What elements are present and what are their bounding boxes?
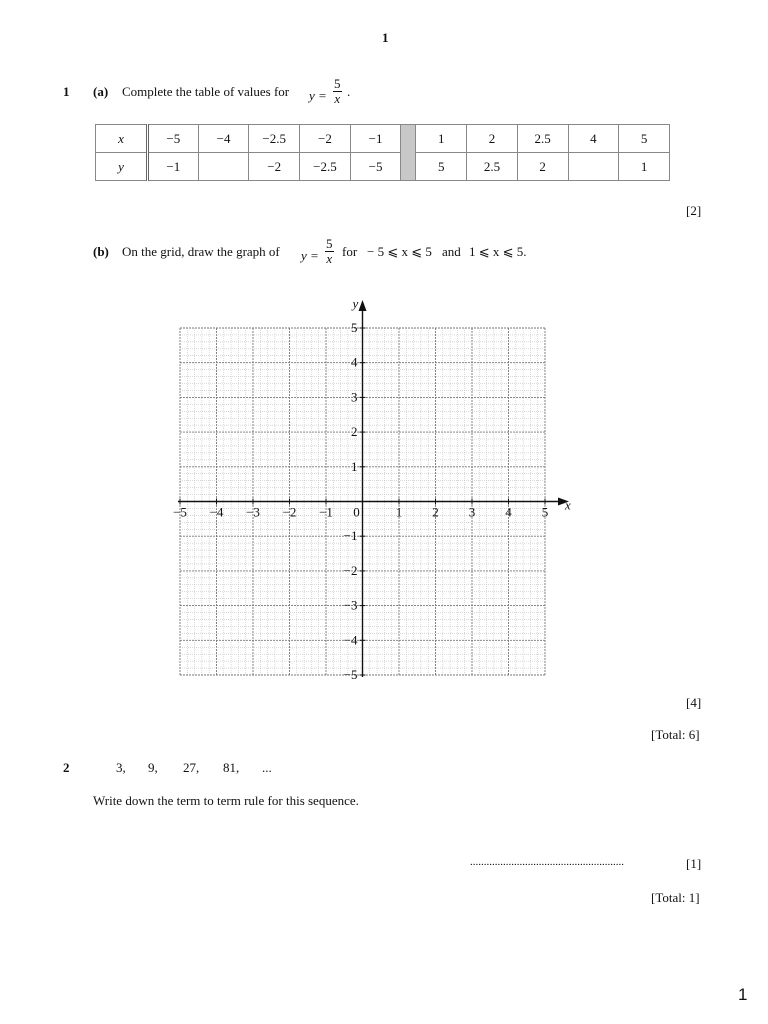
part-b-fraction-numerator: 5 xyxy=(326,236,333,251)
table-row-y xyxy=(96,153,670,181)
sequence-term: 27, xyxy=(183,760,200,775)
table-cell: −2 xyxy=(249,153,300,181)
question-1-number: 1 xyxy=(63,84,70,99)
y-axis-label: y xyxy=(352,296,359,311)
x-tick-label: −3 xyxy=(246,504,260,520)
x-tick-label: 5 xyxy=(541,504,549,520)
table-cell: −2 xyxy=(300,125,351,153)
y-tick-label: 2 xyxy=(351,424,358,440)
table-answer-cell[interactable] xyxy=(198,153,249,181)
part-b-fraction xyxy=(325,237,334,266)
y-tick-label: −3 xyxy=(343,597,358,613)
answer-line[interactable]: ........................................................ xyxy=(470,856,624,868)
x-tick-label: 3 xyxy=(468,504,476,520)
y-tick-label: −5 xyxy=(343,667,358,682)
table-cell: 2.5 xyxy=(517,125,568,153)
part-a-tail: . xyxy=(347,84,351,99)
part-a-equation-lhs: y = xyxy=(309,88,327,103)
table-cell: −4 xyxy=(198,125,249,153)
question-1-total: [Total: 6] xyxy=(651,727,700,742)
part-a-text: Complete the table of values for xyxy=(122,84,290,99)
y-tick-label: 4 xyxy=(351,354,358,370)
sequence-term: ... xyxy=(262,760,272,775)
sequence-term: 3, xyxy=(116,760,126,775)
part-a-fraction xyxy=(333,77,342,106)
part-b-equation-lhs: y = xyxy=(301,248,319,263)
sequence-term: 81, xyxy=(223,760,240,775)
y-tick-label: −2 xyxy=(343,562,358,578)
part-a-fraction-numerator: 5 xyxy=(334,76,341,91)
table-row-x xyxy=(96,125,670,153)
x-tick-label: 1 xyxy=(395,504,403,520)
page-footer-number: 1 xyxy=(738,985,748,1004)
table-y-header: y xyxy=(96,153,148,181)
table-cell: 4 xyxy=(568,125,619,153)
table-cell: 2 xyxy=(467,125,518,153)
table-cell: −1 xyxy=(148,153,199,181)
table-cell: 1 xyxy=(416,125,467,153)
x-tick-label: −1 xyxy=(319,504,333,520)
table-cell: 5 xyxy=(619,125,670,153)
x-axis-label: x xyxy=(565,497,571,513)
x-tick-label: −4 xyxy=(209,504,224,520)
y-axis-arrow xyxy=(359,300,367,311)
x-tick-label: 2 xyxy=(432,504,439,520)
part-b-range-1: − 5 ⩽ x ⩽ 5 xyxy=(367,244,432,259)
table-shaded-gap xyxy=(401,125,416,181)
y-tick-label: 1 xyxy=(351,458,358,474)
table-cell: −2.5 xyxy=(249,125,300,153)
y-tick-label: −4 xyxy=(343,632,358,648)
table-x-header: x xyxy=(96,125,148,153)
part-b-range-2: 1 ⩽ x ⩽ 5. xyxy=(469,244,527,259)
x-tick-label: 4 xyxy=(505,504,512,520)
question-2-marks: [1] xyxy=(686,856,702,871)
table-answer-cell[interactable] xyxy=(568,153,619,181)
x-tick-label: −2 xyxy=(282,504,297,520)
sequence-term: 9, xyxy=(148,760,158,775)
table-cell: −1 xyxy=(350,125,401,153)
part-b-and: and xyxy=(442,244,461,259)
part-a-fraction-denominator: x xyxy=(334,91,341,106)
page-top-number: 1 xyxy=(382,30,389,45)
question-2-total: [Total: 1] xyxy=(651,890,700,905)
table-cell: 1 xyxy=(619,153,670,181)
table-cell: 2 xyxy=(517,153,568,181)
x-tick-label: 0 xyxy=(353,504,360,520)
part-a-marks: [2] xyxy=(686,203,702,218)
part-b-label: (b) xyxy=(93,244,109,259)
question-2-number: 2 xyxy=(63,760,70,775)
part-b-fraction-denominator: x xyxy=(326,251,333,266)
table-cell: −2.5 xyxy=(300,153,351,181)
question-2-prompt: Write down the term to term rule for this sequence. xyxy=(93,793,359,808)
table-cell: −5 xyxy=(350,153,401,181)
part-b-marks: [4] xyxy=(686,695,702,710)
x-tick-label: −5 xyxy=(173,504,187,520)
y-tick-label: 5 xyxy=(351,320,358,335)
table-cell: 5 xyxy=(416,153,467,181)
table-cell: −5 xyxy=(148,125,199,153)
table-cell: 2.5 xyxy=(467,153,518,181)
y-tick-label: 3 xyxy=(351,389,358,405)
part-b-for: for xyxy=(342,244,358,259)
graph-grid[interactable] xyxy=(168,290,588,690)
part-b-text: On the grid, draw the graph of xyxy=(122,244,280,259)
y-tick-label: −1 xyxy=(343,528,358,544)
values-table xyxy=(95,124,670,181)
part-a-label: (a) xyxy=(93,84,109,99)
